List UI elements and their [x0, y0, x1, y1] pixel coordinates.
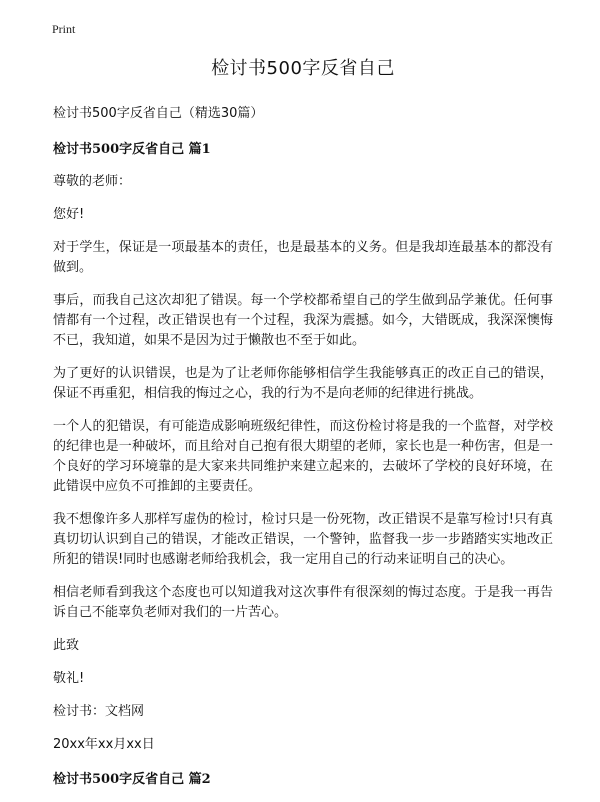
document-body [53, 54, 553, 802]
document-title: 检讨书500字反省自己 [211, 58, 395, 79]
signature: 检讨书：文档网 [53, 704, 145, 719]
paragraph-2: 事后，而我自己这次却犯了错误。每一个学校都希望自己的学生做到品学兼优。任何事情都有一个过程，改正错误也有一个过程，我深为震撼。如今，大错既成，我深深懊悔不已，我知道，如果不是因为过于懒散也不至于如此。 [53, 293, 553, 348]
paragraph-6: 相信老师看到我这个态度也可以知道我对这次事件有很深刻的悔过态度。于是我一再告诉自己不能辜负老师对我们的一片苦心。 [53, 585, 553, 620]
greeting: 尊敬的老师： [53, 174, 132, 189]
closing-line-1: 此致 [53, 638, 80, 653]
paragraph-4: 一个人的犯错误，有可能造成影响班级纪律性，而这份检讨将是我的一个监督，对学校的纪律也是一种破坏，而且给对自己抱有很大期望的老师，家长也是一种伤害，但是一个良好的学习环境靠的是大家来共同维护来建立起来的，去破坏了学校的良好环境，在此错误中应负不可推卸的主要责任。 [53, 419, 553, 494]
section-heading-2: 检讨书500字反省自己 篇2 [53, 772, 211, 787]
closing-line-2: 敬礼! [53, 671, 85, 686]
document-subtitle: 检讨书500字反省自己（精选30篇） [53, 106, 264, 121]
paragraph-1: 对于学生，保证是一项最基本的责任，也是最基本的义务。但是我却连最基本的都没有做到。 [53, 240, 553, 275]
hello-line: 您好! [53, 207, 85, 222]
paragraph-5: 我不想像许多人那样写虚伪的检讨，检讨只是一份死物，改正错误不是靠写检讨!只有真真切切认识到自己的错误，才能改正错误，一个警钟，监督我一步一步踏踏实实地改正所犯的错误!同时也感谢老师给我机会，我一定用自己的行动来证明自己的决心。 [53, 512, 553, 567]
date: 20xx年xx月xx日 [53, 737, 155, 752]
print-link[interactable]: Print [52, 22, 76, 36]
paragraph-3: 为了更好的认识错误，也是为了让老师你能够相信学生我能够真正的改正自己的错误，保证不再重犯，相信我的悔过之心，我的行为不是向老师的纪律进行挑战。 [53, 366, 553, 401]
section-heading-1: 检讨书500字反省自己 篇1 [53, 142, 211, 157]
